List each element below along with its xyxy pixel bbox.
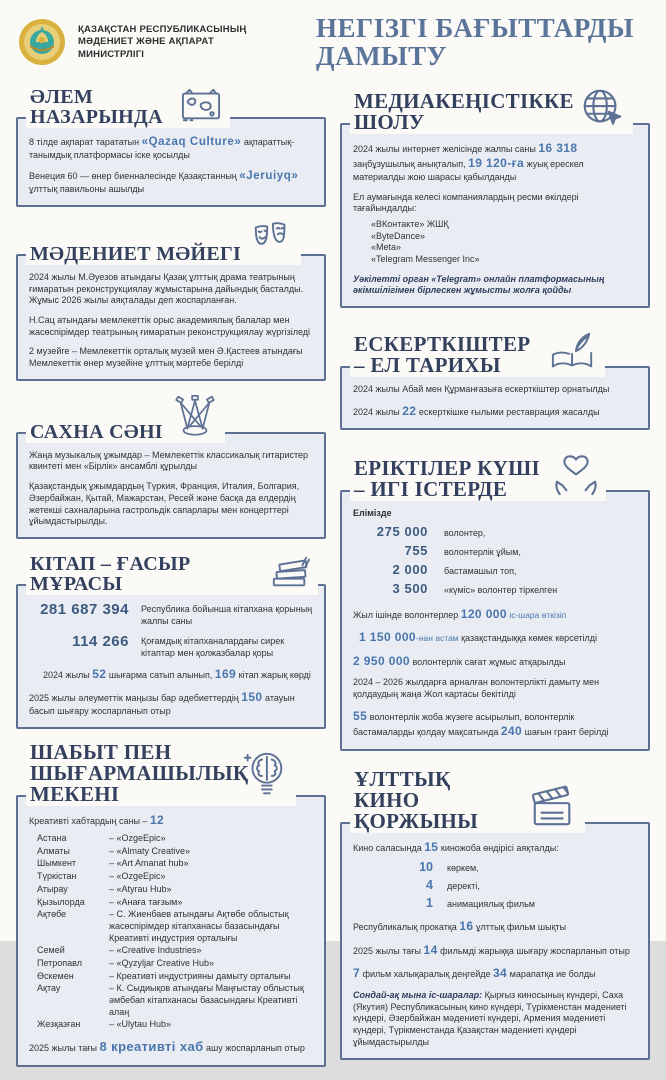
right-column	[340, 85, 650, 1080]
section-title: ЕСКЕРТКІШТЕР – ЕЛ ТАРИХЫ	[354, 332, 531, 378]
stat-label: Республика бойынша кітапхана қорының жалпы саны	[141, 603, 313, 626]
company-item: «ByteDance»	[371, 230, 426, 241]
company-item: «Telegram Messenger Inc»	[371, 254, 480, 264]
section-media-sholu	[340, 85, 650, 308]
hub-row: Өскемен – Креативті индустрияны дамыту орталығы	[37, 970, 291, 981]
volunteer-stats	[353, 524, 637, 598]
ministry-name-line1: ҚАЗАҚСТАН РЕСПУБЛИКАСЫНЫҢ	[78, 23, 247, 35]
hub-count-line: Креативті хабтардың саны – 12	[29, 812, 165, 827]
paragraph: Жыл ішінде волонтерлер 120 000 іс-шара өткізіп	[353, 606, 567, 621]
hub-row: Семей – «Creative Industries»	[37, 945, 202, 956]
hub-row: Қызылорда – «Анаға тағзым»	[37, 896, 183, 907]
paragraph: 55 волонтерлік жоба жүзеге асырылып, волонтерлік бастамаларды қолдау мақсатында 240 шағын грант берілді	[353, 708, 609, 739]
paragraph: Ел аумағында келесі компаниялардың ресми өкілдері тағайындалды:	[353, 191, 579, 214]
stat-row: 755 волонтерлік ұйым,	[404, 542, 521, 558]
section-title: ЕРІКТІЛЕР КҮШІ – ИГІ ІСТЕРДЕ	[354, 456, 540, 502]
left-column	[16, 85, 326, 1080]
hub-row: Атырау – «Atyrau Hub»	[37, 883, 172, 894]
section-title: МЕДИАКЕҢІСТІККЕ ШОЛУ	[354, 88, 574, 134]
ministry-name	[78, 24, 268, 61]
section-kino-panel	[340, 822, 650, 1060]
kino-note: Сондай-ақ мына іс-шаралар: Қырғыз киносының күндері, Саха (Якутия) Республикасының кино күндері, Түрікменстан мәдениеті күндері, Әзербайжан мәдениеті күндері, Армения мәдениеті күндері, Түрікменстанда Қазақстан мәдениеті күндері ұйымдастырылды	[353, 990, 627, 1047]
section-title: ШАБЫТ ПЕН ШЫҒАРМАШЫЛЫҚ МЕКЕНІ	[30, 739, 249, 806]
stat-row	[29, 634, 313, 659]
section-shabyt-panel	[16, 795, 326, 1067]
paragraph: 2024 жылы 52 шығарма сатып алынып, 169 кітап жарық көрді	[43, 666, 311, 681]
paragraph: Қазақстандық ұжымдардың Түркия, Франция, Италия, Болгария, Әзербайжан, Қытай, Мажарстан, Ресей және басқа да елдердің жетекші сахналарына гастрольдік сапарлары мен концерттері ұйымдастырылды.	[29, 481, 300, 527]
hub-row: Алматы – «Almaty Creative»	[37, 845, 191, 856]
stage-lights-icon	[171, 394, 219, 440]
paragraph: Республикалық прокатқа 16 ұлттық фильм шықты	[353, 919, 567, 934]
section-media-panel	[340, 123, 650, 308]
section-madeniet-header	[26, 220, 301, 265]
section-sahna-sani	[16, 394, 326, 539]
paragraph: Жаңа музыкалық ұжымдар – Мемлекеттік классикалық гитаристер квинтеті мен «Бірлік» ансамблі құрылды	[29, 449, 309, 472]
section-eriktiler	[340, 448, 650, 751]
ministry-name-line2: МӘДЕНИЕТ ЖӘНЕ АҚПАРАТ МИНИСТРЛІГІ	[78, 36, 214, 60]
books-icon	[268, 552, 312, 592]
heart-hands-icon	[552, 448, 600, 498]
globe-cursor-icon	[577, 85, 627, 131]
book-quill-icon	[547, 328, 599, 374]
section-sahna-header	[26, 394, 225, 443]
paragraph: 2 музейге – Мемлекеттік орталық музей мен Ә.Қастеев атындағы Мемлекеттік өнер музейіне ұлттық мәртебе берілді	[29, 346, 303, 369]
clapperboard-icon	[527, 782, 579, 830]
stat-row: 3 500 «күміс» волонтер тіркелген	[392, 580, 558, 596]
paragraph: 1 150 000-нан астам қазақстандыққа көмек көрсетілді	[359, 630, 598, 645]
hub-footer-line: 2025 жылы тағы 8 креативті хаб ашу жоспарланып отыр	[29, 1039, 305, 1055]
section-shabyt-header	[26, 739, 296, 806]
world-map-icon	[178, 85, 224, 125]
section-alem-panel	[16, 117, 326, 207]
section-title: КІТАП – ҒАСЫР МҰРАСЫ	[30, 552, 191, 595]
brain-bulb-icon	[238, 747, 290, 803]
paragraph: 2024 жылы интернет желісінде жалпы саны 16 318 заңбұзушылық анықталып, 19 120-ға жуық ерескел материалды жою шарасы қабылданды	[353, 140, 584, 182]
paragraph: 2024 – 2026 жылдарға арналған волонтерлікті дамыту мен қолдаудың жаңа Жол картасы бекітілді	[353, 677, 600, 700]
section-title: ҰЛТТЫҚ КИНО ҚОРЖЫНЫ	[354, 766, 479, 833]
hub-row: Ақтөбе – С. Жиенбаев атындағы Ақтөбе облыстық жасөспірімдер кітапханасы базасындағы Креативті индустрия орталығы	[37, 909, 289, 943]
theater-masks-icon	[249, 220, 295, 262]
section-kitap-panel	[16, 584, 326, 729]
section-alem-nazarynda	[16, 85, 326, 207]
paragraph: 2024 жылы М.Әуезов атындағы Қазақ ұлттық драма театрының ғимаратын реконструкциялау жұмыстарына дайындық басталды. Жұмыс 2026 жылы аяқталады деп жоспарланған.	[29, 271, 304, 306]
section-kitap-murasy	[16, 552, 326, 729]
section-shabyt-mekeni	[16, 739, 326, 1067]
hub-row: Астана – «OzgeEpic»	[37, 833, 166, 844]
paragraph: 7 фильм халықаралық деңгейде 34 марапатқа ие болды	[353, 966, 596, 981]
section-madeniet-maiegi	[16, 220, 326, 381]
section-eriktiler-header	[350, 448, 606, 501]
hub-row: Шымкент – «Art Amanat hub»	[37, 858, 189, 869]
stat-number: 281 687 394	[40, 600, 129, 618]
hub-row: Петропавл – «Qyzyljar Creative Hub»	[37, 957, 215, 968]
stat-row: 4 деректі,	[426, 877, 480, 892]
paragraph: 2024 жылы 22 ескерткішке ғылыми реставрация жасалды	[353, 403, 600, 418]
stat-row: 275 000 волонтер,	[376, 524, 486, 540]
paragraph: Венеция 60 — өнер биенналесінде Қазақстанның «Jeruiyq» ұлттық павильоны ашылды	[29, 170, 299, 195]
ministry-emblem-icon	[16, 16, 68, 68]
company-list	[353, 219, 637, 266]
company-item: «ВКонтакте» ЖШҚ	[371, 218, 449, 229]
section-madeniet-panel	[16, 254, 326, 381]
paragraph: 2 950 000 волонтерлік сағат жұмыс атқарылды	[353, 653, 566, 668]
stat-number: 114 266	[72, 633, 129, 651]
content-columns	[16, 85, 650, 1080]
stat-label: Қоғамдық кітапханалардағы сирек кітаптар мен қолжазбалар қоры	[141, 636, 285, 658]
paragraph: 2025 жылы тағы 14 фильмді жарыққа шығару жоспарланып отыр	[353, 942, 630, 957]
paragraph: Кино саласында 15 киножоба өндірісі аяқталды:	[353, 839, 559, 854]
company-item: «Meta»	[371, 242, 402, 253]
paragraph: Н.Сац атындағы мемлекеттік орыс академиялық балалар мен жасөспірімдер театрының ғимаратын реконструкциялау жүргізіледі	[29, 315, 311, 337]
stat-row: 1 анимациялық фильм	[426, 896, 535, 911]
section-media-header	[350, 85, 633, 134]
section-kino-header	[350, 766, 585, 833]
brand-jeruiyq: «Jeruiyq»	[239, 170, 299, 183]
section-title: САХНА СӘНІ	[30, 420, 163, 443]
paragraph: 2025 жылы әлеуметтік маңызы бар әдебиеттердің 150 атауын басып шығару жоспарланып отыр	[29, 690, 295, 716]
brand-qazaq-culture: «Qazaq Culture»	[141, 135, 242, 148]
section-eskertkishter	[340, 328, 650, 430]
section-eriktiler-panel	[340, 490, 650, 751]
page-header	[16, 14, 650, 71]
page-title: НЕГІЗГІ БАҒЫТТАРДЫ ДАМЫТУ	[316, 13, 634, 72]
section-kitap-header	[26, 552, 318, 595]
section-eskertkishter-header	[350, 328, 605, 377]
section-alem-header	[26, 85, 230, 128]
hub-row: Түркістан – «OzgeEpic»	[37, 871, 166, 882]
section-sahna-panel	[16, 432, 326, 539]
paragraph: 8 тілде ақпарат тарататын «Qazaq Culture» ақпараттық-танымдық платформасы іске қосылды	[29, 135, 295, 160]
hub-row: Жезқазған – «Ulytau Hub»	[37, 1019, 172, 1030]
stat-row	[29, 602, 313, 627]
hub-row: Ақтау – К. Сыдиықов атындағы Маңғыстау облыстық әмбебап кітапханасы базасындағы Креативті алаң	[37, 983, 304, 1017]
section-kino	[340, 766, 650, 1060]
media-note: Уәкілетті орган «Telegram» онлайн платформасының әкімшілігімен бірлескен жұмысты жолға қойды	[353, 273, 605, 296]
film-stats	[353, 859, 637, 912]
section-title: МӘДЕНИЕТ МӘЙЕГІ	[30, 242, 242, 265]
eriktiler-label: Елімізде	[353, 508, 392, 519]
stat-row: 10 көркем,	[419, 859, 479, 874]
hub-list	[29, 833, 313, 1031]
paragraph: 2024 жылы Абай мен Құрманғазыға ескерткіштер орнатылды	[353, 384, 610, 395]
section-title: ӘЛЕМ НАЗАРЫНДА	[30, 85, 163, 128]
stat-row: 2 000 бастамашыл топ,	[392, 561, 517, 577]
